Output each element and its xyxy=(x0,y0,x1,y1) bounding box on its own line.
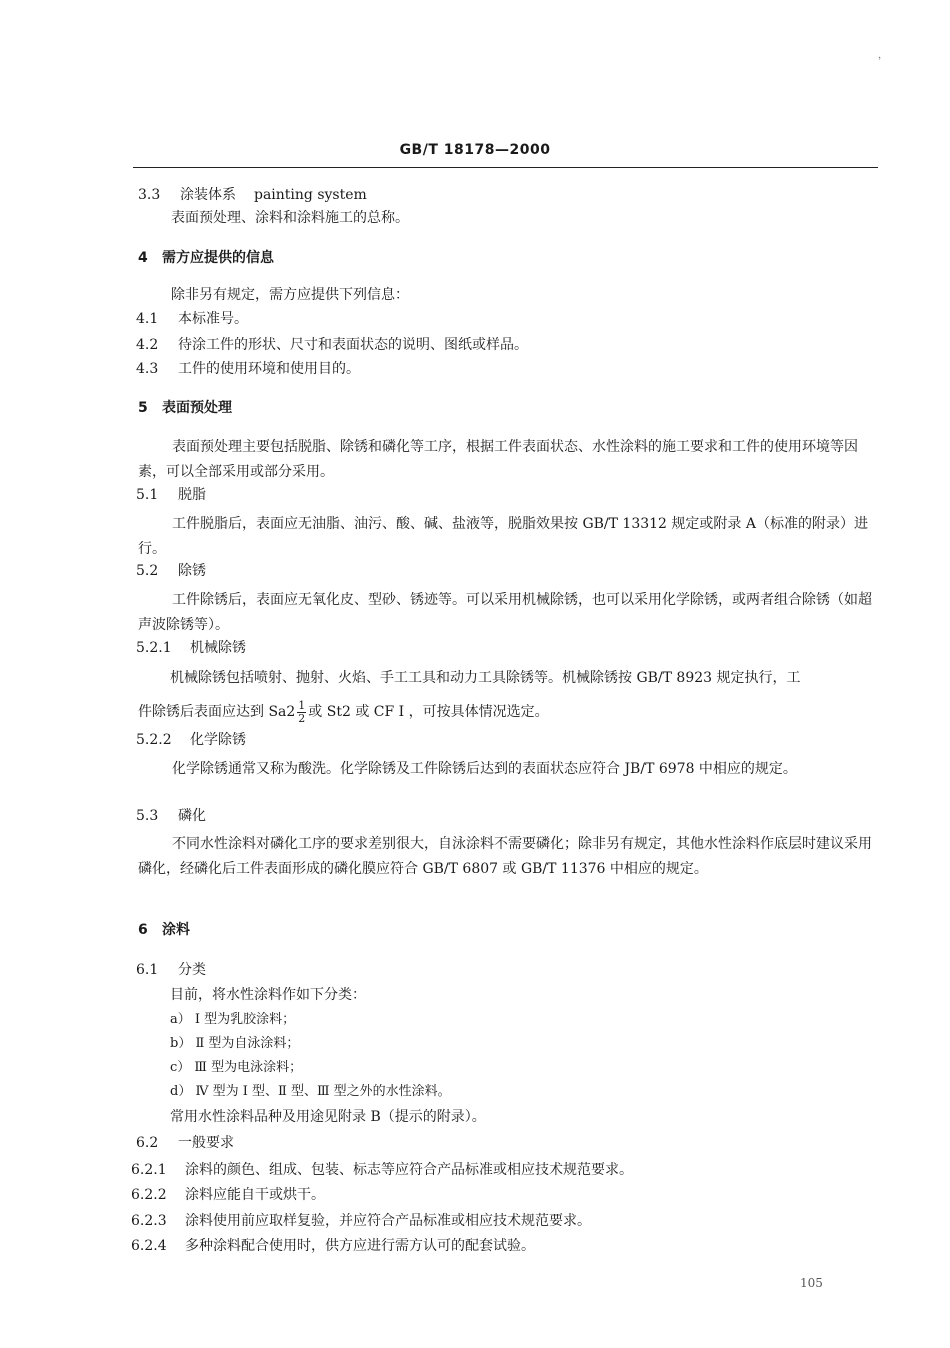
section-4-heading: 4 需方应提供的信息 xyxy=(138,250,274,266)
section-5-2-1-heading: 5.2.1 机械除锈 xyxy=(136,640,246,656)
section-6-2-1: 6.2.1 涂料的颜色、组成、包装、标志等应符合产品标准或相应技术规范要求。 xyxy=(131,1162,633,1178)
section-5-2-1-line1: 机械除锈包括喷射、抛射、火焰、手工工具和动力工具除锈等。机械除锈按 GB/T 8923 规定执行，工 xyxy=(170,670,801,686)
section-6-2-2: 6.2.2 涂料应能自干或烘干。 xyxy=(131,1187,325,1203)
section-5-1-heading: 5.1 脱脂 xyxy=(136,487,206,503)
section-5-2-heading: 5.2 除锈 xyxy=(136,563,206,579)
section-6-1-heading: 6.1 分类 xyxy=(136,962,206,978)
section-6-1-note: 常用水性涂料品种及用途见附录 B（提示的附录）。 xyxy=(170,1109,486,1125)
section-5-2-2-heading: 5.2.2 化学除锈 xyxy=(136,732,246,748)
section-5-intro: 表面预处理主要包括脱脂、除锈和磷化等工序，根据工件表面状态、水性涂料的施工要求和工件的使用环境等因素，可以全部采用或部分采用。 xyxy=(138,439,858,480)
section-5-2-body: 工件除锈后，表面应无氧化皮、型砂、锈迹等。可以采用机械除锈，也可以采用化学除锈，或两者组合除锈（如超声波除锈等）。 xyxy=(138,592,872,633)
section-3-3-body: 表面预处理、涂料和涂料施工的总称。 xyxy=(171,210,409,226)
list-item: b） Ⅱ 型为自泳涂料； xyxy=(170,1036,300,1051)
section-5-3-heading: 5.3 磷化 xyxy=(136,808,206,824)
fraction-one-half: $\frac{1}{2}$ xyxy=(298,698,306,725)
page-number: 105 xyxy=(800,1276,823,1290)
section-6-1-intro: 目前，将水性涂料作如下分类： xyxy=(170,987,366,1003)
scan-mark: ， xyxy=(878,50,888,61)
section-4-2: 4.2 待涂工件的形状、尺寸和表面状态的说明、图纸或样品。 xyxy=(136,337,528,353)
section-6-heading: 6 涂料 xyxy=(138,922,190,938)
section-5-3-body: 不同水性涂料对磷化工序的要求差别很大，自泳涂料不需要磷化；除非另有规定，其他水性涂料作底层时建议采用磷化，经磷化后工件表面形成的磷化膜应符合 GB/T 6807 或 GB/T 11376 中相应的规定。 xyxy=(138,836,872,877)
section-5-heading: 5 表面预处理 xyxy=(138,400,232,416)
section-6-2-3: 6.2.3 涂料使用前应取样复验，并应符合产品标准或相应技术规范要求。 xyxy=(131,1213,591,1229)
section-4-1: 4.1 本标准号。 xyxy=(136,311,248,327)
section-4-intro: 除非另有规定，需方应提供下列信息： xyxy=(171,287,409,303)
list-item: d） Ⅳ 型为 Ⅰ 型、Ⅱ 型、Ⅲ 型之外的水性涂料。 xyxy=(170,1084,451,1099)
section-5-2-1-line2: 件除锈后表面应达到 Sa2 $\frac{1}{2}$ 或 St2 或 CF I ，可按具体情况选定。 xyxy=(138,698,549,725)
section-6-2-heading: 6.2 一般要求 xyxy=(136,1135,234,1151)
list-item: a） Ⅰ 型为乳胶涂料； xyxy=(170,1012,296,1027)
english-term: painting system xyxy=(254,187,367,203)
header-rule xyxy=(133,167,878,168)
list-item: c） Ⅲ 型为电泳涂料； xyxy=(170,1060,303,1075)
section-3-3-heading: 3.3 涂装体系 painting system xyxy=(138,187,367,203)
section-5-1-body: 工件脱脂后，表面应无油脂、油污、酸、碱、盐液等，脱脂效果按 GB/T 13312 规定或附录 A（标准的附录）进行。 xyxy=(138,516,868,557)
page-header: GB/T 18178—2000 xyxy=(399,142,551,158)
section-4-3: 4.3 工件的使用环境和使用目的。 xyxy=(136,361,360,377)
section-5-2-2-body: 化学除锈通常又称为酸洗。化学除锈及工件除锈后达到的表面状态应符合 JB/T 6978 中相应的规定。 xyxy=(172,761,797,777)
section-6-2-4: 6.2.4 多种涂料配合使用时，供方应进行需方认可的配套试验。 xyxy=(131,1238,535,1254)
